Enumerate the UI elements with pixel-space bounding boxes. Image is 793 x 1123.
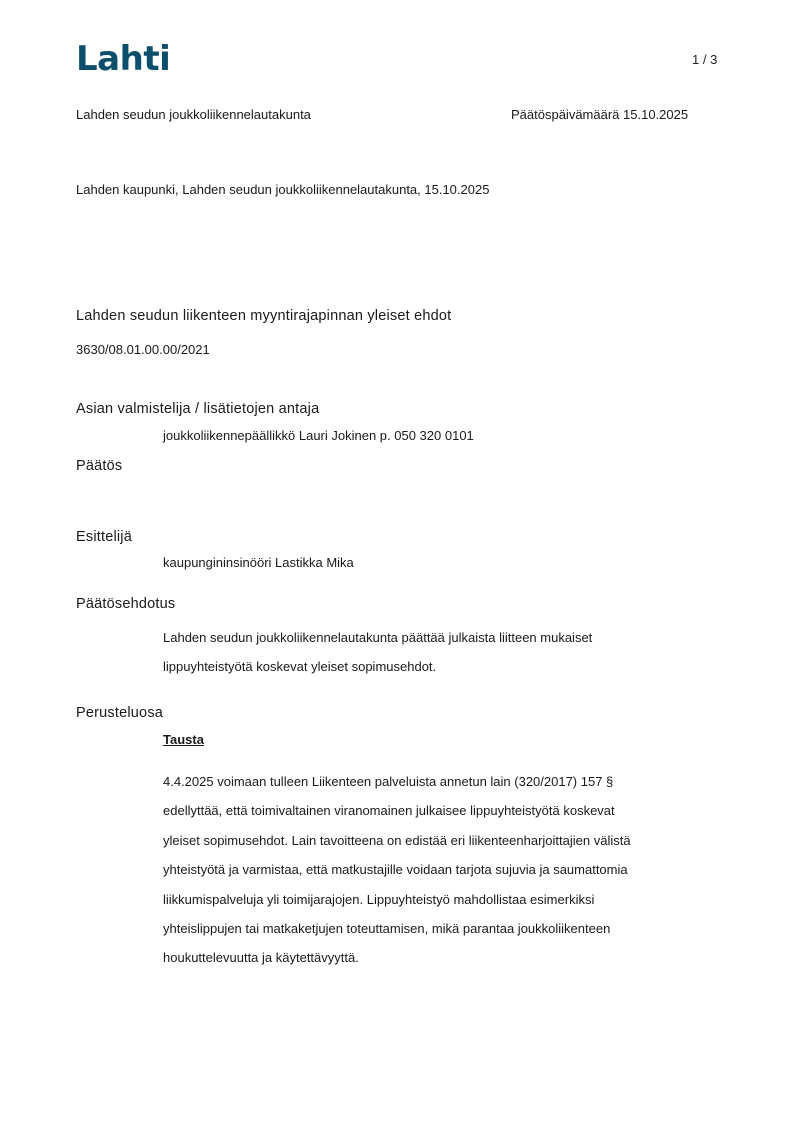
rationale-subheading: Tausta [163, 732, 204, 747]
preparer-heading: Asian valmistelija / lisätietojen antaja [76, 401, 320, 417]
lahti-logo: Lahti [76, 39, 171, 79]
proposal-text [163, 623, 723, 682]
record-id: 3630/08.01.00.00/2021 [76, 342, 210, 357]
rationale-line: yleiset sopimusehdot. Lain tavoitteena on edistää eri liikenteenharjoittajien välistä [163, 832, 631, 848]
rationale-heading: Perusteluosa [76, 705, 164, 721]
proposal-line: lippuyhteistyötä koskevat yleiset sopimusehdot. [163, 659, 437, 675]
proposal-heading: Päätösehdotus [76, 596, 176, 612]
rationale-line: 4.4.2025 voimaan tulleen Liikenteen palveluista annetun lain (320/2017) 157 § [163, 774, 614, 789]
rationale-line: edellyttää, että toimivaltainen viranomainen julkaisee lippuyhteistyötä koskevat [163, 803, 615, 819]
proposal-line: Lahden seudun joukkoliikennelautakunta päättää julkaista liitteen mukaiset [163, 630, 593, 645]
preparer-value: joukkoliikennepäällikkö Lauri Jokinen p. 050 320 0101 [163, 428, 474, 443]
decision-heading: Päätös [76, 458, 123, 474]
meta-line: Lahden kaupunki, Lahden seudun joukkoliikennelautakunta, 15.10.2025 [76, 182, 490, 197]
presenter-value: kaupungininsinööri Lastikka Mika [163, 555, 354, 570]
page-number: 1 / 3 [692, 52, 718, 67]
presenter-heading: Esittelijä [76, 529, 132, 545]
organ-name: Lahden seudun joukkoliikennelautakunta [76, 107, 311, 122]
rationale-line: yhteistyötä ja varmistaa, että matkustajille voidaan tarjota sujuvia ja saumattomia [163, 862, 628, 878]
rationale-text [163, 767, 723, 973]
document-title: Lahden seudun liikenteen myyntirajapinnan yleiset ehdot [76, 308, 452, 324]
rationale-line: liikkumispalveluja yli toimijarajojen. Lippuyhteistyö mahdollistaa esimerkiksi [163, 891, 595, 907]
rationale-line: houkuttelevuutta ja käytettävyyttä. [163, 950, 359, 966]
decision-date-label: Päätöspäivämäärä [511, 107, 620, 122]
rationale-line: yhteislippujen tai matkaketjujen toteuttamisen, mikä parantaa joukkoliikenteen [163, 921, 611, 937]
decision-date-value: 15.10.2025 [623, 107, 689, 122]
decision-date [511, 107, 688, 122]
